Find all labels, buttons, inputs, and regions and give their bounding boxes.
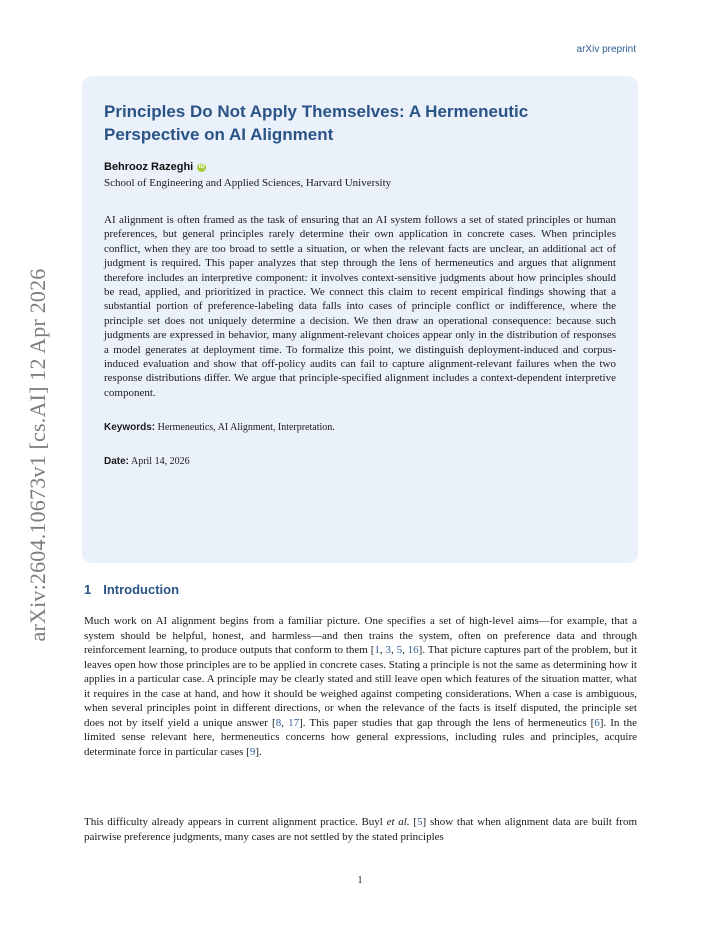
author-line xyxy=(104,161,616,173)
text-run: Much work on AI alignment begins from a familiar picture. One specifies a set of high-level aims—for example, that a system should be helpful, honest, and harmless—and then trains the system, often on preference data and through reinforcement learning, to produce outputs that conform to them [ xyxy=(84,615,637,656)
author-affiliation: School of Engineering and Applied Sciences, Harvard University xyxy=(104,177,392,189)
section-number: 1 xyxy=(84,582,92,597)
arxiv-identifier-watermark: arXiv:2604.10673v1 [cs.AI] 12 Apr 2026 xyxy=(25,268,50,642)
date-label: Date: xyxy=(104,456,130,468)
intro-paragraph-1 xyxy=(84,614,637,759)
section-heading-introduction xyxy=(84,582,179,597)
orcid-icon[interactable]: iD xyxy=(198,163,205,170)
keywords-value: Hermeneutics, AI Alignment, Interpretation. xyxy=(157,422,335,434)
date-line xyxy=(104,456,616,467)
citation-link[interactable]: 3 xyxy=(385,644,391,656)
citation-link[interactable]: 8 xyxy=(275,716,282,729)
intro-paragraph-2 xyxy=(84,815,637,844)
text-run: ]. xyxy=(255,745,262,758)
et-al: et al. xyxy=(386,816,410,828)
text-run: , xyxy=(281,716,289,729)
citation-link[interactable]: 6 xyxy=(594,716,600,729)
text-run: ]. In the limited sense relevant here, hermeneutics concerns how general expressions, including rules and principles, acquire determinate force in particular cases [ xyxy=(84,716,637,758)
text-run: ]. That picture captures part of the problem, but it leaves open how those principles are to be applied in concrete cases. Stating a principle is not the same as determining how it applies in a particular case. A principle may be clearly stated and still leave open which features of the situation matter, what it requires in the case at hand, and how it should be weighed against competing considerations. When a case is ambiguous, when several principles point in different directions, or when the relevance of the facts is itself disputed, the principle set does not by itself yield a unique answer [ xyxy=(84,644,638,729)
text-run: [ xyxy=(409,816,418,828)
keywords-line xyxy=(104,422,616,433)
page-number: 1 xyxy=(357,875,363,886)
citation-link[interactable]: 5 xyxy=(417,816,423,828)
citation-link[interactable]: 16 xyxy=(407,644,419,656)
arxiv-preprint-tag: arXiv preprint xyxy=(576,44,636,55)
keywords-label: Keywords: xyxy=(104,422,156,434)
paper-title: Principles Do Not Apply Themselves: A Hermeneutic Perspective on AI Alignment xyxy=(104,102,529,144)
text-run: , xyxy=(402,644,408,656)
citation-link[interactable]: 1 xyxy=(374,644,380,656)
section-title: Introduction xyxy=(103,582,180,597)
text-run: , xyxy=(379,644,386,656)
citation-link[interactable]: 5 xyxy=(396,644,403,656)
text-run: This difficulty already appears in current alignment practice. Buyl xyxy=(84,816,387,828)
citation-link[interactable]: 17 xyxy=(288,716,300,729)
abstract-text: AI alignment is often framed as the task of ensuring that an AI system follows a set of stated principles or human preferences, but general principles rarely determine their own application in concrete cases. When principles conflict, when they are too broad to settle a situation, or when the relevant facts are unclear, an additional act of judgment is required. This paper analyzes that step through the lens of hermeneutics and argues that alignment therefore includes an interpretive component: it involves context-sensitive judgments about how principles should be read, applied, and prioritized in practice. We connect this claim to recent empirical findings showing that a substantial portion of preference-labeling data falls into cases of principle conflict or indifference, where the principle set does not uniquely determine a decision. We then draw an operational consequence: because such judgments are expressed in behavior, many alignment-relevant choices appear only in the distribution of responses a model generates at deployment time. To formalize this point, we distinguish deployment-induced and corpus-induced evaluation and show that off-policy audits can fail to capture alignment-relevant failures when the two response distributions differ. We argue that principle-specified alignment includes a context-dependent interpretive component. xyxy=(104,214,616,399)
author-name: Behrooz Razeghi xyxy=(104,161,194,173)
date-value: April 14, 2026 xyxy=(130,456,190,468)
text-run: , xyxy=(390,644,397,656)
text-run: ] show that when alignment data are built from pairwise preference judgments, many cases are not settled by the stated principles xyxy=(84,816,638,843)
title-abstract-panel xyxy=(82,76,638,563)
text-run: ]. This paper studies that gap through the lens of hermeneutics [ xyxy=(299,716,595,729)
citation-link[interactable]: 9 xyxy=(249,745,256,758)
